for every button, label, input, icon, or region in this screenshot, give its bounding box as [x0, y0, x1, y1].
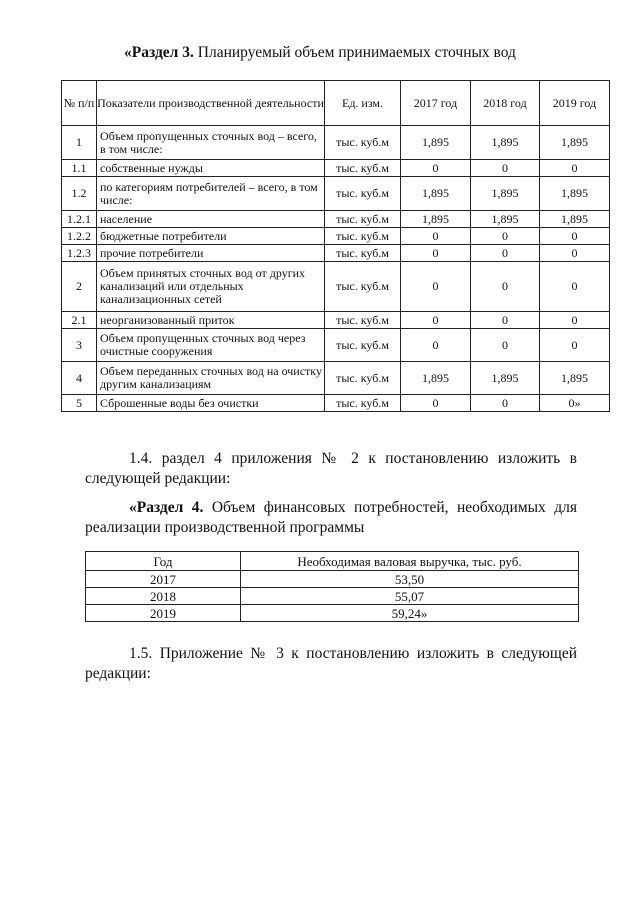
- row-indicator: Объем пропущенных сточных вод через очистные сооружения: [97, 329, 325, 362]
- row-indicator: Объем переданных сточных вод на очистку другим канализациям: [97, 362, 325, 395]
- section-4-title: [85, 498, 577, 538]
- row-value-2019: 1,895: [540, 362, 610, 395]
- row-value-2019: 0: [540, 262, 610, 312]
- row-indicator: бюджетные потребители: [97, 228, 325, 245]
- row-num: 1.2.2: [62, 228, 97, 245]
- section-3-title-text: Планируемый объем принимаемых сточных вод: [193, 44, 516, 61]
- header-num: № п/п: [62, 81, 97, 126]
- row-indicator: население: [97, 211, 325, 228]
- table-row: [86, 605, 579, 622]
- row-indicator: по категориям потребителей – всего, в том числе:: [97, 177, 325, 211]
- table-row: [62, 126, 610, 160]
- row-unit: тыс. куб.м: [325, 160, 401, 177]
- section-3-table-body: [62, 126, 610, 412]
- row-unit: тыс. куб.м: [325, 329, 401, 362]
- row-year: 2019: [86, 605, 241, 622]
- table-row: [86, 571, 579, 588]
- table-row: [62, 262, 610, 312]
- paragraph-1-5: 1.5. Приложение № 3 к постановлению изложить в следующей редакции:: [85, 645, 577, 682]
- row-value-2019: 1,895: [540, 211, 610, 228]
- section-3-table: [61, 80, 610, 412]
- row-revenue: 55,07: [241, 588, 579, 605]
- table-row: [62, 395, 610, 412]
- table-row: [62, 160, 610, 177]
- table-row: [62, 329, 610, 362]
- header-2018: 2018 год: [471, 81, 540, 126]
- row-indicator: Объем принятых сточных вод от других канализаций или отдельных канализационных сетей: [97, 262, 325, 312]
- section-4-table: [85, 551, 579, 622]
- row-value-2017: 0: [401, 228, 471, 245]
- row-num: 1: [62, 126, 97, 160]
- row-num: 4: [62, 362, 97, 395]
- row-indicator: прочие потребители: [97, 245, 325, 262]
- header-year: Год: [86, 552, 241, 571]
- table-row: [62, 245, 610, 262]
- table-row: [62, 228, 610, 245]
- row-value-2017: 1,895: [401, 211, 471, 228]
- header-unit: Ед. изм.: [325, 81, 401, 126]
- row-value-2018: 1,895: [471, 211, 540, 228]
- header-2019: 2019 год: [540, 81, 610, 126]
- row-num: 1.2.3: [62, 245, 97, 262]
- row-value-2017: 0: [401, 160, 471, 177]
- row-num: 1.2.1: [62, 211, 97, 228]
- row-value-2017: 1,895: [401, 362, 471, 395]
- section-3-title-bold: «Раздел 3.: [124, 44, 194, 61]
- row-unit: тыс. куб.м: [325, 395, 401, 412]
- row-num: 2.1: [62, 312, 97, 329]
- row-unit: тыс. куб.м: [325, 262, 401, 312]
- row-value-2018: 1,895: [471, 177, 540, 211]
- row-value-2019: 0: [540, 312, 610, 329]
- row-value-2019: 0»: [540, 395, 610, 412]
- row-year: 2018: [86, 588, 241, 605]
- section-3-title: [0, 44, 640, 62]
- table-row: [86, 588, 579, 605]
- row-num: 1.1: [62, 160, 97, 177]
- row-value-2019: 0: [540, 329, 610, 362]
- row-value-2017: 1,895: [401, 126, 471, 160]
- paragraph-1-4: 1.4. раздел 4 приложения № 2 к постановлению изложить в следующей редакции:: [85, 450, 577, 487]
- row-unit: тыс. куб.м: [325, 362, 401, 395]
- row-year: 2017: [86, 571, 241, 588]
- header-2017: 2017 год: [401, 81, 471, 126]
- row-unit: тыс. куб.м: [325, 177, 401, 211]
- row-value-2018: 0: [471, 160, 540, 177]
- row-unit: тыс. куб.м: [325, 312, 401, 329]
- header-revenue: Необходимая валовая выручка, тыс. руб.: [241, 552, 579, 571]
- row-indicator: Объем пропущенных сточных вод – всего, в том числе:: [97, 126, 325, 160]
- row-value-2017: 1,895: [401, 177, 471, 211]
- row-value-2018: 0: [471, 395, 540, 412]
- table-row: [62, 312, 610, 329]
- row-num: 5: [62, 395, 97, 412]
- row-num: 3: [62, 329, 97, 362]
- row-value-2019: 1,895: [540, 177, 610, 211]
- row-unit: тыс. куб.м: [325, 126, 401, 160]
- row-unit: тыс. куб.м: [325, 245, 401, 262]
- section-4-title-text: Объем финансовых потребностей, необходимых для реализации производственной программы: [85, 499, 577, 536]
- row-indicator: собственные нужды: [97, 160, 325, 177]
- row-value-2019: 0: [540, 160, 610, 177]
- row-unit: тыс. куб.м: [325, 211, 401, 228]
- row-value-2018: 1,895: [471, 362, 540, 395]
- row-value-2018: 0: [471, 312, 540, 329]
- row-value-2018: 1,895: [471, 126, 540, 160]
- row-value-2018: 0: [471, 262, 540, 312]
- row-unit: тыс. куб.м: [325, 228, 401, 245]
- row-value-2019: 0: [540, 245, 610, 262]
- section-4-title-bold: «Раздел 4.: [129, 499, 204, 516]
- row-value-2018: 0: [471, 245, 540, 262]
- row-indicator: Сброшенные воды без очистки: [97, 395, 325, 412]
- row-num: 2: [62, 262, 97, 312]
- row-indicator: неорганизованный приток: [97, 312, 325, 329]
- section-4-table-body: [86, 571, 579, 622]
- row-value-2018: 0: [471, 329, 540, 362]
- table-row: [62, 362, 610, 395]
- row-value-2017: 0: [401, 395, 471, 412]
- table-header-row: [86, 552, 579, 571]
- row-value-2019: 1,895: [540, 126, 610, 160]
- row-revenue: 53,50: [241, 571, 579, 588]
- row-value-2018: 0: [471, 228, 540, 245]
- table-header-row: [62, 81, 610, 126]
- table-row: [62, 211, 610, 228]
- row-value-2017: 0: [401, 329, 471, 362]
- row-revenue: 59,24»: [241, 605, 579, 622]
- table-row: [62, 177, 610, 211]
- row-value-2017: 0: [401, 312, 471, 329]
- row-num: 1.2: [62, 177, 97, 211]
- row-value-2017: 0: [401, 245, 471, 262]
- header-indicator: Показатели производственной деятельности: [97, 81, 325, 126]
- row-value-2017: 0: [401, 262, 471, 312]
- row-value-2019: 0: [540, 228, 610, 245]
